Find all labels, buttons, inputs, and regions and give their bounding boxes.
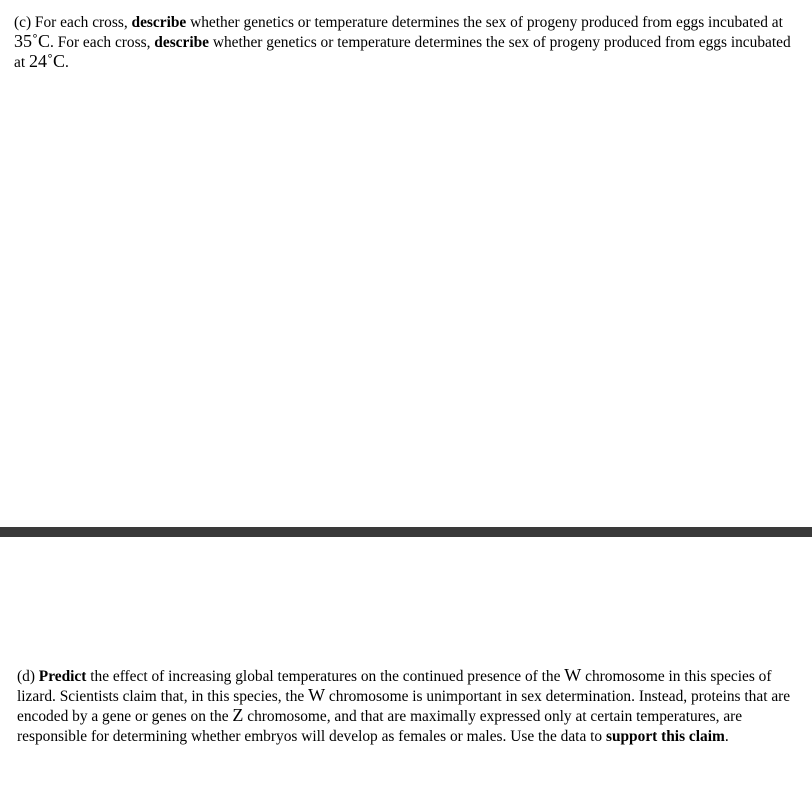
- chromosome-w: W: [308, 685, 326, 706]
- text: (c) For each cross,: [14, 14, 132, 31]
- text: chromosome, and that are maximally expressed only at certain temperatures, are responsible for determining whether embryos will develop as females or males. Use the data to: [17, 708, 743, 745]
- text: chromosome in this species of lizard. Scientists claim that, in this species, the: [17, 668, 772, 706]
- text: (d): [17, 668, 39, 685]
- text: . For each cross,: [50, 34, 155, 52]
- text: .: [724, 727, 729, 745]
- text: whether genetics or temperature determines the sex of progeny produced from eggs incubated at: [186, 14, 783, 31]
- emphasis-describe: describe: [131, 14, 187, 31]
- question-d: [17, 666, 807, 746]
- text: chromosome is unimportant in sex determination. Instead, proteins that are encoded by a gene or genes on the: [17, 688, 791, 726]
- text: .: [64, 54, 69, 72]
- temperature-24: 24˚C: [28, 51, 65, 72]
- temperature-35: 35˚C: [14, 31, 50, 52]
- text: whether genetics or temperature determines the sex of progeny produced from eggs incubated at: [14, 34, 791, 72]
- chromosome-z: Z: [232, 705, 244, 726]
- text: the effect of increasing global temperatures on the continued presence of the: [86, 668, 565, 685]
- question-c: [14, 13, 804, 73]
- emphasis-support-claim: support this claim: [605, 727, 725, 745]
- section-divider: [0, 527, 812, 537]
- emphasis-predict: Predict: [38, 668, 87, 685]
- chromosome-w: W: [564, 665, 582, 685]
- emphasis-describe: describe: [154, 34, 210, 52]
